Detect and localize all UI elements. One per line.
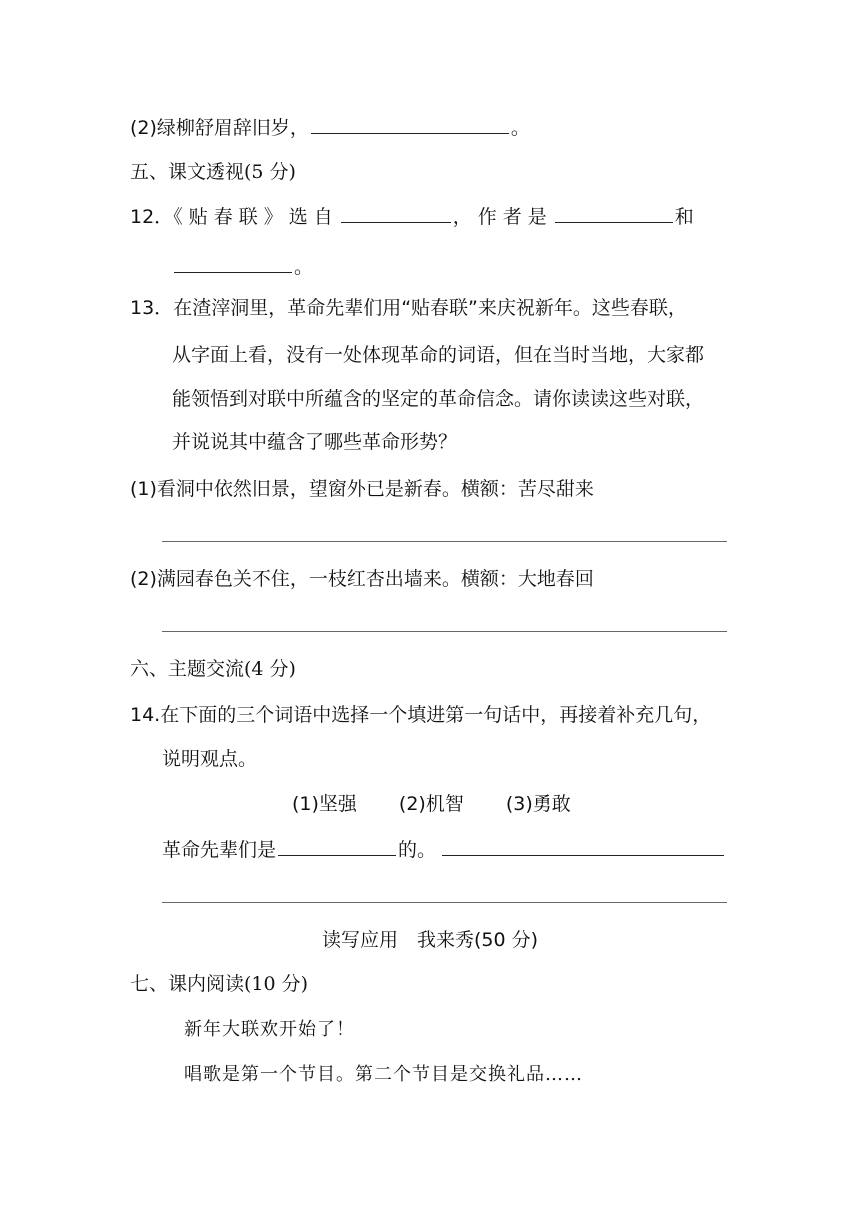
question-11-2-end: 。 xyxy=(510,117,530,139)
question-13-number: 13． xyxy=(130,297,174,319)
answer-blank-word[interactable] xyxy=(278,837,396,856)
answer-line[interactable] xyxy=(162,631,727,632)
answer-line[interactable] xyxy=(162,902,727,903)
question-13-sub-1: (1)看洞中依然旧景，望窗外已是新春。横额：苦尽甜来 xyxy=(130,478,594,500)
section-6-title: 六、主题交流(4 分) xyxy=(130,658,296,680)
fill-sentence xyxy=(162,836,726,864)
question-13-line-4: 并说说其中蕴含了哪些革命形势？ xyxy=(172,431,458,453)
question-14-line-1 xyxy=(130,701,711,729)
option-1: (1)坚强 xyxy=(292,793,357,815)
part-title: 读写应用 我来秀(50 分) xyxy=(321,929,539,951)
answer-blank-source[interactable] xyxy=(341,204,451,223)
answer-blank[interactable] xyxy=(311,115,509,134)
reading-paragraph-2: 唱歌是第一个节目。第二个节目是交换礼品…… xyxy=(184,1064,583,1085)
question-14-number: 14. xyxy=(130,704,161,726)
fill-prefix: 革命先辈们是 xyxy=(162,839,277,861)
section-5-title: 五、课文透视(5 分) xyxy=(130,161,296,183)
option-3: (3)勇敢 xyxy=(505,793,571,815)
question-13-line-2: 从字面上看，没有一处体现革命的词语，但在当时当地，大家都 xyxy=(172,344,705,366)
answer-blank-continue[interactable] xyxy=(442,837,724,856)
question-12-end: 。 xyxy=(294,256,314,278)
answer-blank-author1[interactable] xyxy=(555,204,673,223)
section-7-title: 七、课内阅读(10 分) xyxy=(130,973,309,995)
answer-blank-author2[interactable] xyxy=(174,254,292,273)
question-12-part3: 和 xyxy=(674,206,694,228)
question-14-line-2: 说明观点。 xyxy=(162,748,258,770)
answer-line[interactable] xyxy=(162,541,727,542)
question-12-part2: ，作者是 xyxy=(452,206,553,228)
question-13-line-1 xyxy=(130,294,687,322)
question-13-text-1: 在渣滓洞里，革命先辈们用“贴春联”来庆祝新年。这些春联， xyxy=(173,297,687,319)
question-12-part1: 《贴春联》选自 xyxy=(173,206,339,228)
option-2: (2)机智 xyxy=(398,793,464,815)
question-12-continue xyxy=(172,253,313,281)
word-options xyxy=(292,790,613,818)
question-13-sub-2: (2)满园春色关不住，一枝红杏出墙来。横额：大地春回 xyxy=(130,568,594,590)
question-11-2 xyxy=(130,114,530,142)
question-12-number: 12． xyxy=(130,206,174,228)
fill-suffix: 的。 xyxy=(398,839,437,861)
question-12 xyxy=(130,203,694,231)
question-13-line-3: 能领悟到对联中所蕴含的坚定的革命信念。请你读读这些对联， xyxy=(172,388,705,410)
reading-paragraph-1: 新年大联欢开始了！ xyxy=(184,1019,355,1040)
question-14-text-1: 在下面的三个词语中选择一个填进第一句话中，再接着补充几句， xyxy=(160,704,712,726)
question-11-2-text: (2)绿柳舒眉辞旧岁， xyxy=(130,117,309,139)
